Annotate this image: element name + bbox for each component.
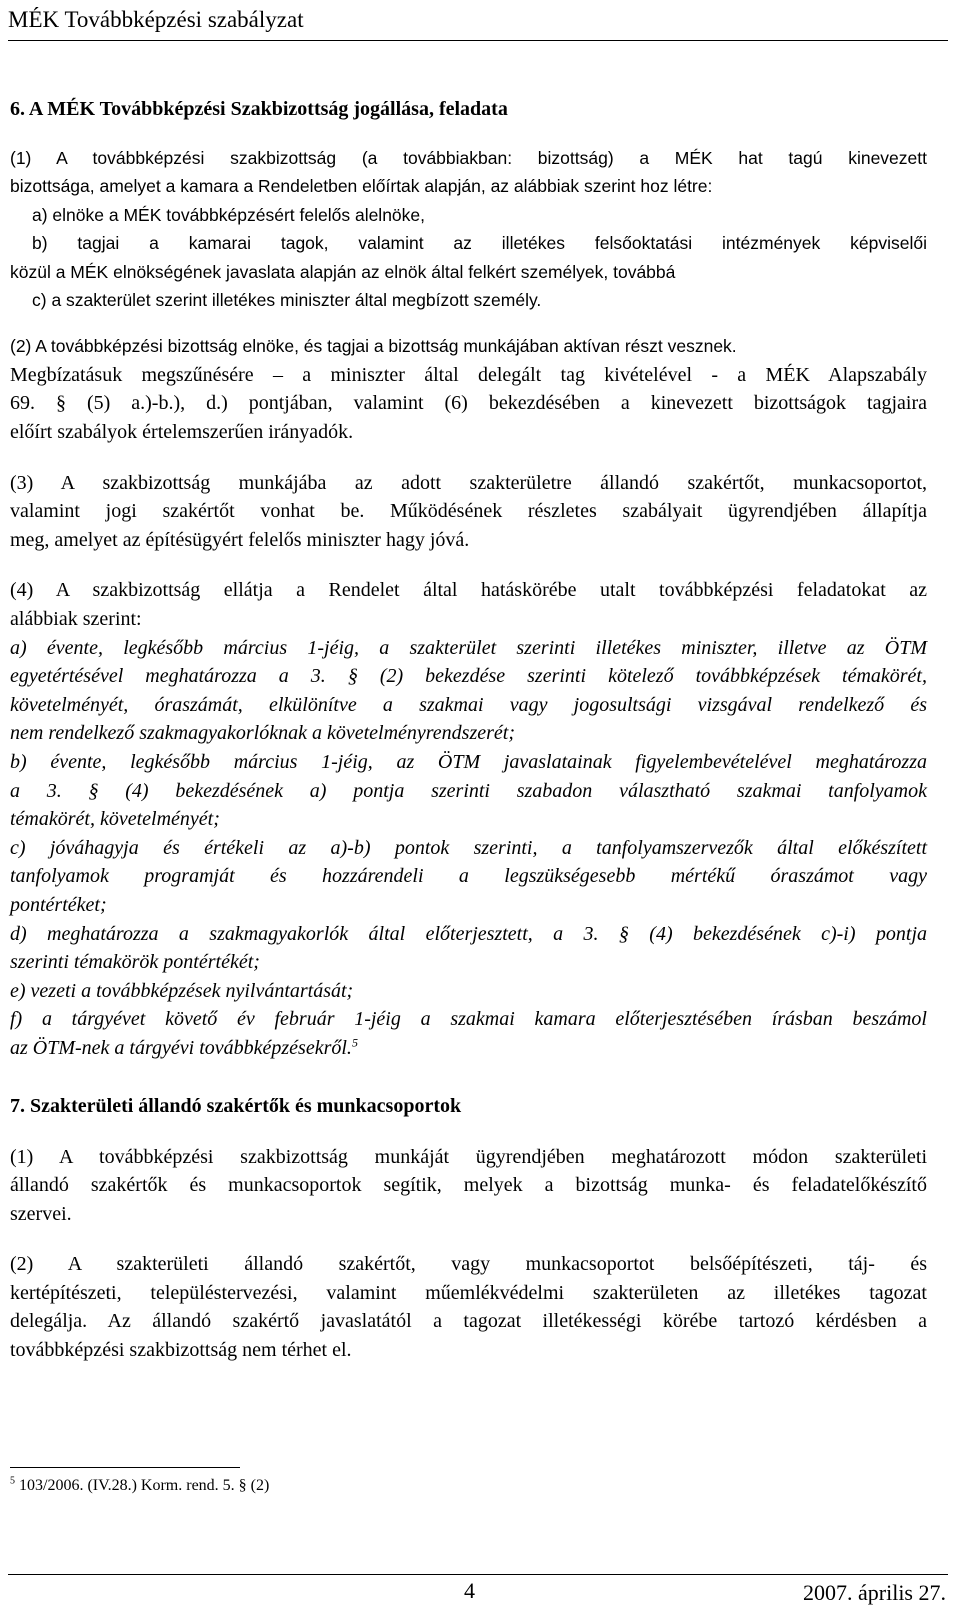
list-line: a 3. § (4) bekezdésének a) pontja szerinti szabadon választható szakmai tanfolyamok [10,779,927,802]
footnote-reference[interactable]: 5 [351,1035,358,1050]
text-line: kertépítészeti, településtervezési, valamint műemlékvédelmi szakterületen az illetékes tagozat [10,1281,927,1304]
text-line: bizottsága, amelyet a kamara a Rendeletben előírtak alapján, az alábbiak szerint hoz létre: [10,176,713,197]
section-6-paragraph-2: (2) A továbbképzési bizottság elnöke, és tagjai a bizottság munkájában aktívan részt vesznek. [10,336,737,357]
list-line: b) évente, legkésőbb március 1-jéig, az ÖTM javaslatainak figyelembevételével meghatározza [10,750,927,773]
text-fragment: az ÖTM-nek a tárgyévi továbbképzésekről. [10,1036,352,1059]
list-line: c) jóváhagyja és értékeli az a)-b) pontok szerinti, a tanfolyamszervezők által előkészített [10,836,927,859]
footer-divider [8,1574,948,1575]
section-7-paragraph-2 [10,1250,927,1364]
text-line: állandó szakértők és munkacsoportok segítik, melyek a bizottság munka- és feladatelőkészítő [10,1174,927,1197]
footer-date: 2007. április 27. [803,1580,946,1605]
section-6-paragraph-4 [10,576,927,1062]
section-7-paragraph-1 [10,1143,927,1229]
text-line: (3) A szakbizottság munkájába az adott szakterületre állandó szakértőt, munkacsoportot, [10,471,927,494]
list-line: a) évente, legkésőbb március 1-jéig, a szakterület szerinti illetékes miniszter, illetve az ÖTM [10,636,927,659]
footnote-text: 103/2006. (IV.28.) Korm. rend. 5. § (2) [19,1477,270,1494]
list-line [10,1034,927,1063]
page-number: 4 [464,1578,475,1603]
text-line: valamint jogi szakértőt vonhat be. Működésének részletes szabályait ügyrendjében állapítja [10,500,927,523]
text-line: a) elnöke a MÉK továbbképzésért felelős alelnöke, [32,204,426,225]
section-6-paragraph-1 [10,144,927,314]
document-title: MÉK Továbbképzési szabályzat [8,7,304,32]
text-line: alábbiak szerint: [10,608,142,630]
list-line: szerinti témakörök pontértékét; [10,951,260,974]
list-line: témakörét, követelményét; [10,808,220,831]
section-6-paragraph-2-continued [10,361,927,447]
text-line: 69. § (5) a.)-b.), d.) pontjában, valamint (6) bekezdésében a kinevezett bizottságok tagjaira [10,392,927,415]
section-6-heading: 6. A MÉK Továbbképzési Szakbizottság jogállása, feladata [10,98,508,120]
text-line: meg, amelyet az építésügyért felelős miniszter hagy jóvá. [10,528,470,551]
text-line: továbbképzési szakbizottság nem térhet el. [10,1339,352,1362]
text-line: (2) A szakterületi állandó szakértőt, vagy munkacsoportot belsőépítészeti, táj- és [10,1253,927,1276]
document-body [10,94,927,1365]
text-line: (1) A továbbképzési szakbizottság (a továbbiakban: bizottság) a MÉK hat tagú kinevezett [10,148,927,168]
footnote-number: 5 [10,1475,15,1487]
text-line: közül a MÉK elnökségének javaslata alapján az elnök által felkért személyek, továbbá [10,261,676,282]
list-line: követelményét, óraszámát, elkülönítve a szakmai vagy jogosultsági vizsgával rendelkező és [10,693,927,716]
list-line: f) a tárgyévet követő év február 1-jéig a szakmai kamara előterjesztésében írásban beszámol [10,1008,927,1031]
footnote [10,1476,269,1496]
text-line: szervei. [10,1202,72,1225]
list-line: egyetértésével meghatározza a 3. § (2) bekezdése szerinti kötelező továbbképzések témakörét, [10,665,927,688]
text-line: (1) A továbbképzési szakbizottság munkáját ügyrendjében meghatározott módon szakterületi [10,1145,927,1168]
list-line: pontértéket; [10,893,107,916]
text-line: Megbízatásuk megszűnésére – a miniszter által delegált tag kivételével - a MÉK Alapszabály [10,363,927,386]
list-line: nem rendelkező szakmagyakorlóknak a követelményrendszerét; [10,722,515,745]
text-line: előírt szabályok értelemszerűen irányadók. [10,421,354,444]
list-line: tanfolyamok programját és hozzárendeli a legszükségesebb mértékű óraszámot vagy [10,865,927,888]
text-line: delegálja. Az állandó szakértő javaslatától a tagozat illetékességi körébe tartozó kérdésben a [10,1310,927,1333]
page-header [8,4,948,41]
list-line: e) vezeti a továbbképzések nyilvántartását; [10,979,354,1002]
text-line: (4) A szakbizottság ellátja a Rendelet által hatáskörébe utalt továbbképzési feladatokat az [10,579,927,602]
text-line: b) tagjai a kamarai tagok, valamint az illetékes felsőoktatási intézmények képviselői [32,233,927,254]
section-7-heading: 7. Szakterületi állandó szakértők és munkacsoportok [10,1094,462,1117]
section-6-paragraph-3 [10,469,927,555]
footnote-divider [10,1467,240,1468]
list-line: d) meghatározza a szakmagyakorlók által előterjesztett, a 3. § (4) bekezdésének c)-i) pontja [10,922,927,945]
text-line: c) a szakterület szerint illetékes miniszter által megbízott személy. [32,290,542,311]
